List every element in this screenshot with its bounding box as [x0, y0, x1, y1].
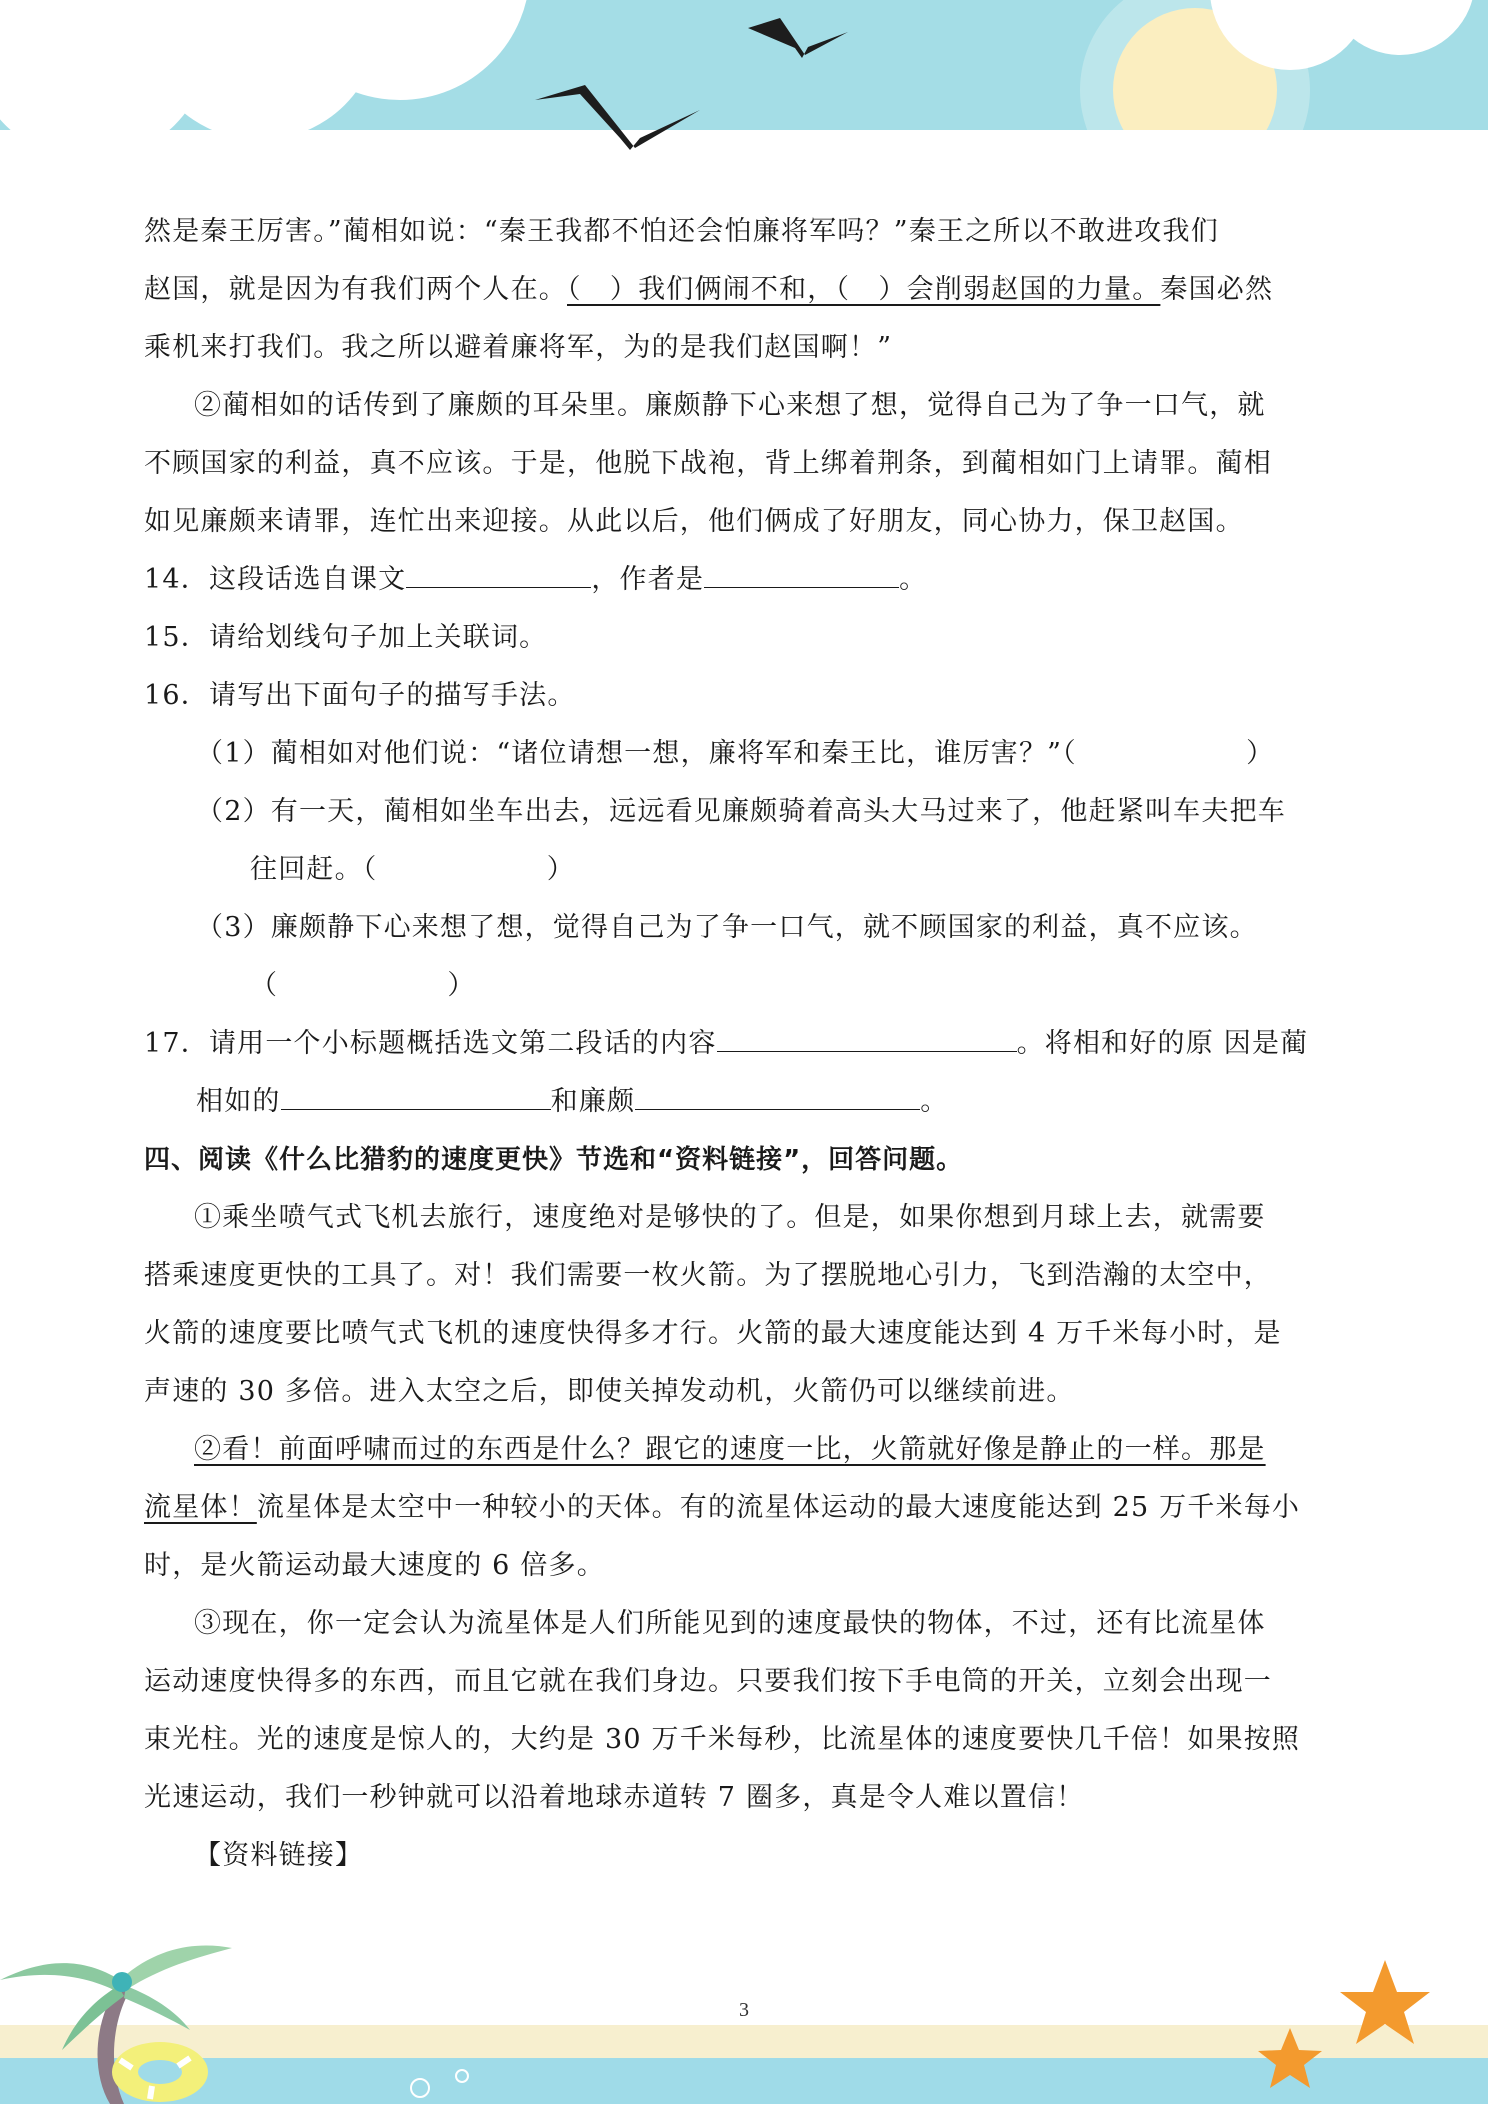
underlined-sentence: ②看！前面呼啸而过的东西是什么？跟它的速度一比，火箭就好像是静止的一样。那是	[194, 1434, 1266, 1465]
question-text: 。	[899, 564, 928, 595]
answer-blank[interactable]	[635, 1073, 920, 1110]
question-16-item-3-cont: （ ）	[250, 970, 476, 1001]
question-text: 17．请用一个小标题概括选文第二段话的内容	[144, 1028, 717, 1059]
passage-line: ②蔺相如的话传到了廉颇的耳朵里。廉颇静下心来想了想，觉得自己为了争一口气，就	[194, 390, 1266, 421]
passage-line: 乘机来打我们。我之所以避着廉将军，为的是我们赵国啊！”	[144, 332, 893, 363]
question-16-item-1: （1）蔺相如对他们说：“诸位请想一想，廉将军和秦王比，谁厉害？”（ ）	[196, 738, 1275, 769]
question-text: 14．这段话选自课文	[144, 564, 407, 595]
text-span: 秦国必然	[1160, 274, 1274, 305]
passage-line: 然是秦王厉害。”蔺相如说：“秦王我都不怕还会怕廉将军吗？”秦王之所以不敢进攻我们	[144, 216, 1219, 247]
answer-blank[interactable]	[717, 1015, 1017, 1052]
question-text: 和廉颇	[550, 1086, 636, 1117]
answer-blank[interactable]	[406, 551, 591, 588]
question-14	[144, 551, 1344, 609]
text-span: 流星体是太空中一种较小的天体。有的流星体运动的最大速度能达到 25 万千米每小	[256, 1492, 1301, 1523]
material-link-label: 【资料链接】	[194, 1840, 364, 1871]
question-16-item-2: （2）有一天，蔺相如坐车出去，远远看见廉颇骑着高头大马过来了，他赶紧叫车夫把车	[196, 796, 1286, 827]
question-text: 。将相和好的原 因是蔺	[1016, 1028, 1309, 1059]
passage-line	[144, 1479, 1344, 1537]
passage-line: 束光柱。光的速度是惊人的，大约是 30 万千米每秒，比流星体的速度要快几千倍！如果按照	[144, 1724, 1301, 1755]
question-16-item-2-cont: 往回赶。（ ）	[250, 854, 575, 885]
answer-blank[interactable]	[704, 551, 899, 588]
question-17-cont	[144, 1073, 1344, 1131]
question-16: 16．请写出下面句子的描写手法。	[144, 680, 576, 711]
passage-line: 如见廉颇来请罪，连忙出来迎接。从此以后，他们俩成了好朋友，同心协力，保卫赵国。	[144, 506, 1244, 537]
question-16-item-3: （3）廉颇静下心来想了想，觉得自己为了争一口气，就不顾国家的利益，真不应该。	[196, 912, 1258, 943]
underlined-sentence: 流星体！	[144, 1492, 257, 1523]
page-number: 3	[739, 1999, 749, 2021]
question-15: 15．请给划线句子加上关联词。	[144, 622, 548, 653]
passage-line: 不顾国家的利益，真不应该。于是，他脱下战袍，背上绑着荆条，到蔺相如门上请罪。蔺相	[144, 448, 1272, 479]
passage-line: 搭乘速度更快的工具了。对！我们需要一枚火箭。为了摆脱地心引力，飞到浩瀚的太空中，	[144, 1260, 1272, 1291]
passage-line: ①乘坐喷气式飞机去旅行，速度绝对是够快的了。但是，如果你想到月球上去，就需要	[194, 1202, 1266, 1233]
underlined-sentence: （ ）我们俩闹不和，（ ）会削弱赵国的力量。	[567, 274, 1161, 305]
passage-line: 声速的 30 多倍。进入太空之后，即使关掉发动机，火箭仍可以继续前进。	[144, 1376, 1075, 1407]
passage-line: 运动速度快得多的东西，而且它就在我们身边。只要我们按下手电筒的开关，立刻会出现一	[144, 1666, 1272, 1697]
section-heading: 四、阅读《什么比猎豹的速度更快》节选和“资料链接”，回答问题。	[144, 1145, 964, 1175]
answer-blank[interactable]	[281, 1073, 551, 1110]
question-text: 相如的	[196, 1086, 281, 1117]
passage-line	[144, 1421, 1344, 1479]
passage-line: 光速运动，我们一秒钟就可以沿着地球赤道转 7 圈多，真是令人难以置信！	[144, 1782, 1085, 1813]
passage-line: 时，是火箭运动最大速度的 6 倍多。	[144, 1550, 605, 1581]
text-span: 赵国，就是因为有我们两个人在。	[144, 274, 567, 305]
passage-line: 火箭的速度要比喷气式飞机的速度快得多才行。火箭的最大速度能达到 4 万千米每小时，是	[144, 1318, 1282, 1349]
question-text: ，作者是	[591, 564, 705, 595]
footer-decoration	[0, 1900, 1488, 2104]
header-decoration	[0, 0, 1488, 170]
passage-line	[144, 261, 1344, 319]
question-text: 。	[920, 1086, 949, 1117]
worksheet-content	[144, 203, 1344, 1885]
question-17	[144, 1015, 1344, 1073]
passage-line: ③现在，你一定会认为流星体是人们所能见到的速度最快的物体，不过，还有比流星体	[194, 1608, 1266, 1639]
swim-ring-icon	[112, 2042, 208, 2102]
